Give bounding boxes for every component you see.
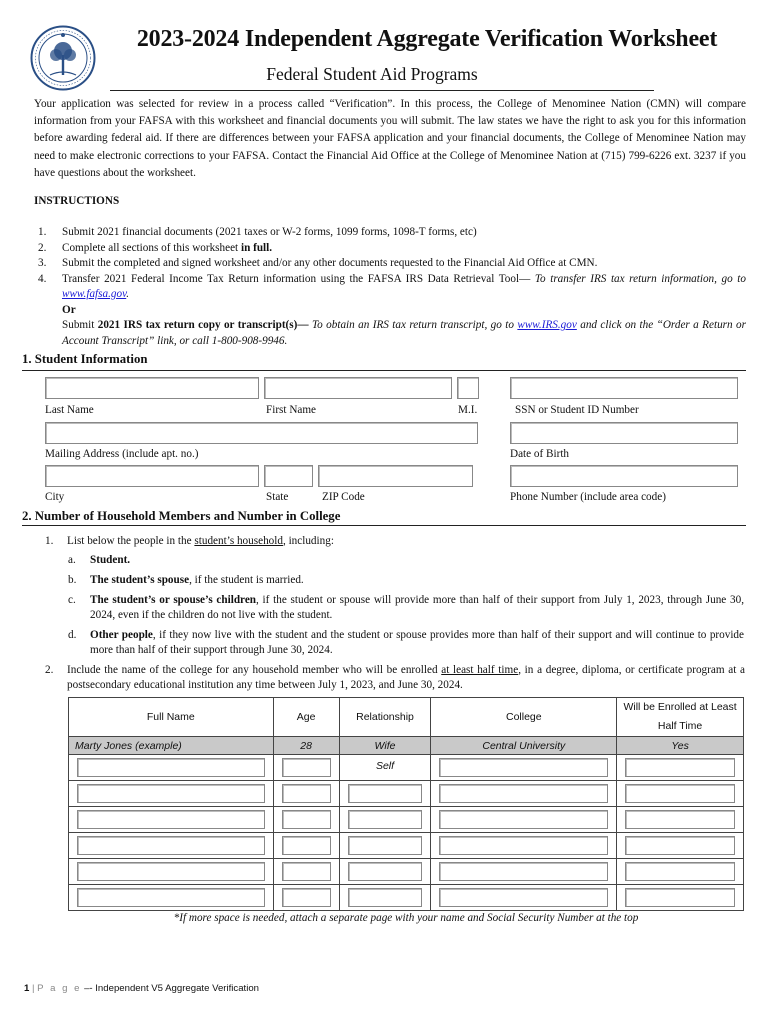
instructions-list (38, 225, 746, 349)
instruction-item: 1. Submit 2021 financial documents (2021 taxes or W-2 forms, 1099 forms, 1098-T forms, etc) (38, 226, 477, 238)
full-name-input[interactable] (77, 784, 265, 803)
city-label: City (45, 491, 65, 503)
state-field[interactable] (264, 465, 313, 487)
table-row (69, 807, 744, 833)
enrolled-input[interactable] (625, 836, 735, 855)
household-question-1: 1. List below the people in the student’s household, including: (45, 535, 334, 547)
self-relationship: Self (375, 760, 395, 772)
date-of-birth-field[interactable] (510, 422, 738, 444)
last-name-field[interactable] (45, 377, 259, 399)
page-title: 2023-2024 Independent Aggregate Verification Worksheet (136, 26, 718, 52)
table-row (69, 859, 744, 885)
phone-number-field[interactable] (510, 465, 738, 487)
fafsa-link[interactable]: www.fafsa.gov (62, 288, 127, 300)
footer-text: –- Independent V5 Aggregate Verification (81, 983, 260, 994)
household-item-a: a. Student. (68, 554, 131, 566)
full-name-input[interactable] (77, 862, 265, 881)
last-name-label: Last Name (45, 404, 94, 416)
table-row (69, 885, 744, 911)
enrolled-input[interactable] (625, 862, 735, 881)
department-of-education-seal (30, 25, 96, 91)
college-input[interactable] (439, 888, 608, 907)
table-header-row (69, 698, 744, 737)
full-name-input[interactable] (77, 758, 265, 777)
date-of-birth-label: Date of Birth (510, 448, 570, 460)
middle-initial-label: M.I. (458, 404, 478, 416)
zip-code-field[interactable] (318, 465, 473, 487)
ssn-label: SSN or Student ID Number (515, 404, 639, 416)
instruction-item: 2. Complete all sections of this worksheet in full. (38, 241, 273, 254)
relationship-input[interactable] (348, 836, 423, 855)
full-name-input[interactable] (77, 888, 265, 907)
page-number: 1 (24, 983, 30, 994)
relationship-input[interactable] (348, 888, 423, 907)
household-question-2: 2. Include the name of the college for any household member who will be enrolled at least half time, in a degree, diploma, or certificate program at a postsecondary educational institution any time between July 1, 2023, and June 30, 2024. (45, 664, 745, 691)
intro-paragraph: Your application was selected for review in a process called “Verification”. In this process, the College of Menominee Nation (CMN) will compare information from your FAFSA with this worksheet and financial documents you will submit. The law states we have the right to ask you for this information before awarding federal aid. If there are differences between your FAFSA application and your financial documents, the College of Menominee Nation may need to make electronic corrections to your FAFSA. Contact the Financial Aid Office at the College of Menominee Nation at (715) 799-6226 ext. 3237 if you have questions about the worksheet. (34, 98, 746, 179)
extra-space-note: *If more space is needed, attach a separate page with your name and Social Security Number at the top (173, 912, 639, 924)
ssn-field[interactable] (510, 377, 738, 399)
enrolled-input[interactable] (625, 758, 735, 777)
enrolled-input[interactable] (625, 888, 735, 907)
age-input[interactable] (282, 836, 331, 855)
college-input[interactable] (439, 758, 608, 777)
full-name-input[interactable] (77, 836, 265, 855)
mailing-address-label: Mailing Address (include apt. no.) (45, 448, 199, 460)
section-2-heading: 2. Number of Household Members and Number in College (22, 509, 341, 523)
household-members-table (68, 697, 744, 911)
state-label: State (266, 491, 289, 503)
page-footer: 1 | P a g e –- Independent V5 Aggregate Verification (24, 983, 260, 994)
col-full-name: Full Name (69, 698, 274, 737)
instructions-heading: INSTRUCTIONS (34, 195, 120, 207)
household-item-b: b. The student’s spouse, if the student is married. (68, 574, 304, 586)
table-row (69, 781, 744, 807)
example-row: Marty Jones (example) 28 Wife Central University Yes (69, 737, 744, 755)
relationship-input[interactable] (348, 810, 423, 829)
college-input[interactable] (439, 810, 608, 829)
college-input[interactable] (439, 862, 608, 881)
relationship-input[interactable] (348, 862, 423, 881)
table-row (69, 833, 744, 859)
age-input[interactable] (282, 862, 331, 881)
col-enrolled-half-time: Will be Enrolled at Least Half Time (617, 698, 744, 737)
first-name-field[interactable] (264, 377, 452, 399)
col-age: Age (273, 698, 339, 737)
table-row (69, 755, 744, 781)
phone-number-label: Phone Number (include area code) (510, 491, 666, 503)
household-item-d: d. Other people, if they now live with the student and the student or spouse provides more than half of their support and will continue to provide more than half of their support through June 30, 2024. (68, 629, 744, 656)
college-input[interactable] (439, 784, 608, 803)
first-name-label: First Name (266, 404, 317, 416)
full-name-input[interactable] (77, 810, 265, 829)
instruction-item: 3. Submit the completed and signed worksheet and/or any other documents requested to the Financial Aid Office at CMN. (38, 257, 598, 269)
college-input[interactable] (439, 836, 608, 855)
section-2-divider (22, 525, 746, 526)
enrolled-input[interactable] (625, 810, 735, 829)
section-1-heading: 1. Student Information (22, 352, 148, 366)
household-item-c: c. The student’s or spouse’s children, if the student or spouse will provide more than half of their support from July 1, 2023, through June 30, 2024, even if the children do not live with the student. (68, 594, 744, 621)
enrolled-input[interactable] (625, 784, 735, 803)
page-subtitle: Federal Student Aid Programs (266, 64, 478, 84)
instruction-item: 4. Transfer 2021 Federal Income Tax Return information using the FAFSA IRS Data Retrieval Tool— To transfer IRS tax return information, go to www.fafsa.gov. Or Submit 2021 IRS tax return copy or transcript(s)— To obtain an IRS tax return transcript, go to www.IRS.gov and click on the “Order a Return or Account Transcript” link, or call 1-800-908-9946. (38, 272, 746, 347)
relationship-input[interactable] (348, 784, 423, 803)
section-1-divider (22, 370, 746, 371)
mailing-address-field[interactable] (45, 422, 478, 444)
or-label: Or (62, 303, 76, 316)
city-field[interactable] (45, 465, 259, 487)
irs-link[interactable]: www.IRS.gov (517, 319, 577, 331)
zip-code-label: ZIP Code (322, 491, 365, 503)
col-relationship: Relationship (339, 698, 431, 737)
age-input[interactable] (282, 784, 331, 803)
age-input[interactable] (282, 888, 331, 907)
title-divider (110, 90, 654, 91)
middle-initial-field[interactable] (457, 377, 479, 399)
col-college: College (431, 698, 617, 737)
age-input[interactable] (282, 810, 331, 829)
age-input[interactable] (282, 758, 331, 777)
